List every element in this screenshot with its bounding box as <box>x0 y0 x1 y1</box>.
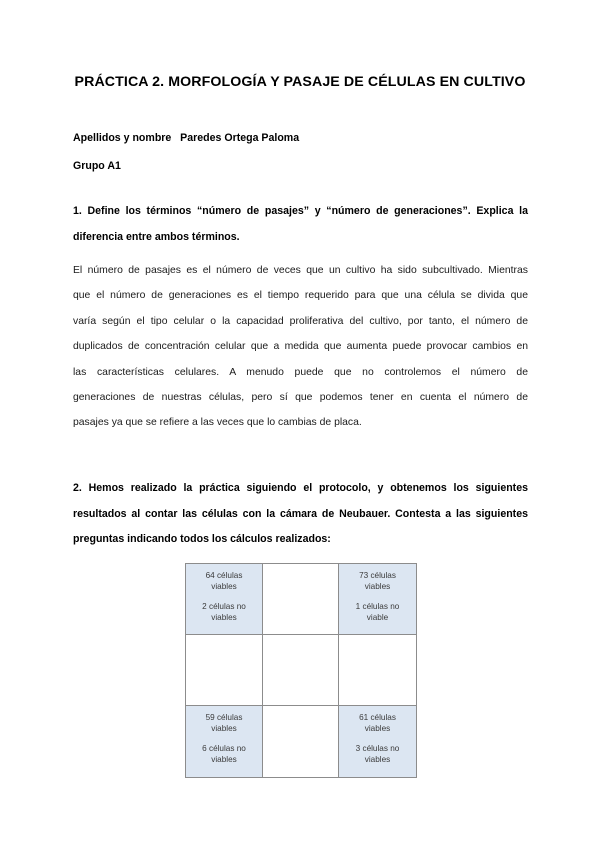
question-2-line: 2. Hemos realizado la práctica siguiendo el protocolo, y obtenemos los siguientes <box>73 482 528 494</box>
page-title: PRÁCTICA 2. MORFOLOGÍA Y PASAJE DE CÉLULAS EN CULTIVO <box>74 74 526 90</box>
cell-viable-count: 59 células <box>205 713 243 722</box>
student-label: Apellidos y nombre <box>73 132 172 144</box>
cell-viable-count: 61 células <box>359 713 396 722</box>
grid-cell-top-left <box>186 564 263 635</box>
cell-nonviable-label: viables <box>211 612 237 622</box>
grid-cell-top-center <box>263 564 339 635</box>
answer-1-line: El número de pasajes es el número de veces que un cultivo ha sido subcultivado. Mientras <box>73 265 528 276</box>
cell-nonviable-label: viables <box>364 754 391 764</box>
cell-viable-label: viables <box>364 581 391 591</box>
group-label: Grupo A1 <box>73 160 121 172</box>
answer-1-line: varía según el tipo celular o la capacidad proliferativa del cultivo, por tanto, el número de <box>73 315 528 327</box>
neubauer-chamber-grid <box>185 563 417 778</box>
grid-cell-center <box>263 635 339 706</box>
grid-cell-middle-left <box>186 635 263 706</box>
cell-viable-count: 73 células <box>359 571 396 580</box>
question-1-line: diferencia entre ambos términos. <box>73 230 240 243</box>
answer-1 <box>73 258 528 436</box>
cell-nonviable-count: 3 células no <box>355 744 400 754</box>
question-2-line: resultados al contar las células con la cámara de Neubauer. Contesta a las siguientes <box>73 507 528 520</box>
answer-1-line: duplicados de concentración celular que a medida que aumenta puede provocar cambios en <box>73 341 528 353</box>
cell-nonviable-label: viables <box>211 754 237 764</box>
question-1-line: 1. Define los términos “número de pasajes” y “número de generaciones”. Explica la <box>73 205 528 217</box>
question-2 <box>73 476 528 553</box>
cell-nonviable-count: 1 células no <box>355 602 400 612</box>
question-1 <box>73 199 528 250</box>
student-name: Paredes Ortega Paloma <box>180 132 300 144</box>
grid-cell-bottom-right <box>339 706 416 777</box>
grid-cell-bottom-center <box>263 706 339 777</box>
cell-nonviable-label: viable <box>366 612 389 622</box>
question-2-line: preguntas indicando todos los cálculos realizados: <box>73 533 331 545</box>
cell-nonviable-count: 6 células no <box>202 744 246 754</box>
student-line <box>73 132 299 144</box>
cell-viable-label: viables <box>211 581 237 591</box>
answer-1-line: pasajes ya que se refiere a las veces que lo cambias de placa. <box>73 417 362 429</box>
cell-viable-count: 64 células <box>205 571 243 580</box>
cell-viable-label: viables <box>211 723 237 733</box>
cell-viable-label: viables <box>364 723 391 733</box>
answer-1-line: que el número de generaciones es el tiempo requerido para que una célula se divida que <box>73 290 528 302</box>
grid-cell-bottom-left <box>186 706 263 777</box>
grid-cell-top-right <box>339 564 416 635</box>
grid-cell-middle-right <box>339 635 416 706</box>
cell-nonviable-count: 2 células no <box>202 602 246 612</box>
answer-1-line: generaciones de nuestras células, pero sí que podemos tener en cuenta el número de <box>73 391 528 403</box>
answer-1-line: las características celulares. A menudo puede que no controlemos el número de <box>73 366 528 378</box>
